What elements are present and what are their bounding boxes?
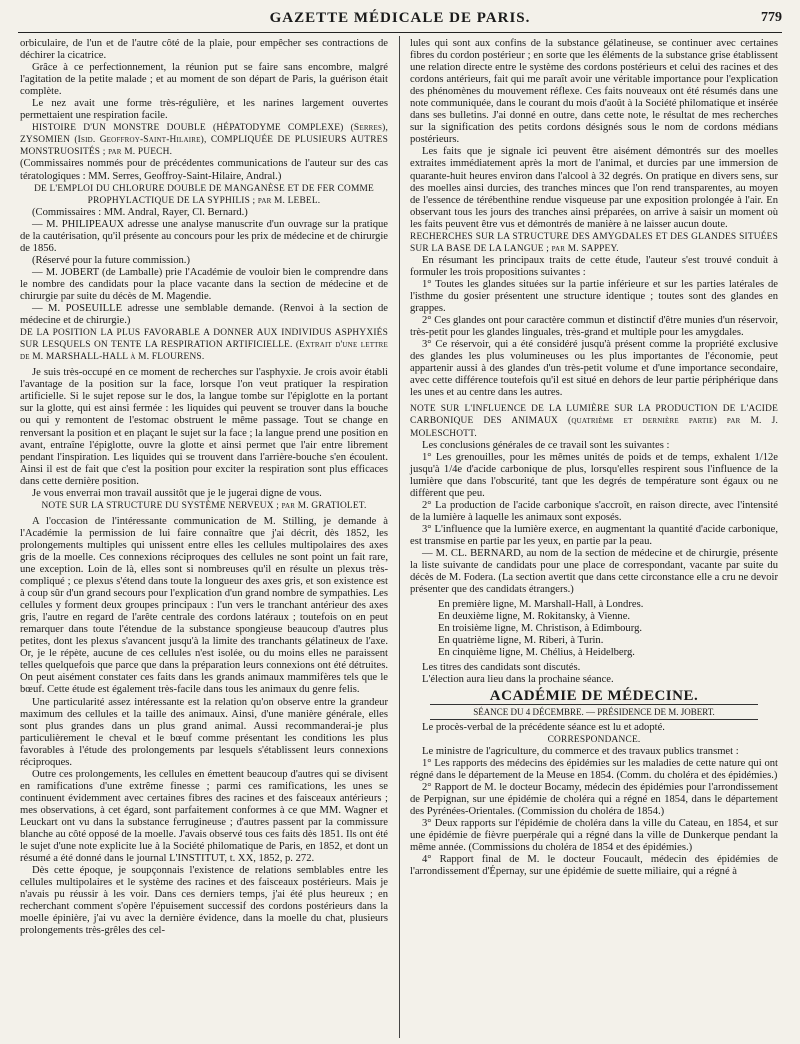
section-heading: DE LA POSITION LA PLUS FAVORABLE A DONNER AUX INDIVIDUS ASPHYXIÉS SUR LESQUELS ON TENTE LA RESPIRATION ARTIFICIELLE. (Extrait d'une lettre de M. MARSHALL-HALL à M. FLOURENS. [20, 328, 388, 363]
session-line: SÉANCE DU 4 DÉCEMBRE. — PRÉSIDENCE DE M. JOBERT. [430, 704, 758, 720]
candidate-line: En première ligne, M. Marshall-Hall, à Londres. [438, 599, 644, 611]
section-heading: DE L'EMPLOI DU CHLORURE DOUBLE DE MANGANÈSE ET DE FER COMME PROPHYLACTIQUE DE LA SYPHILIS ; par M. LEBEL. [34, 183, 374, 206]
list-item: 1° Toutes les glandes situées sur la partie inférieure et sur les parties latérales de l'isthme du gosier présentent une structure identique ; toutes sont des glandes en grappes. [410, 278, 778, 315]
paragraph: (Commissaires nommés pour de précédentes communications de l'auteur sur des cas tératologiques : MM. Serres, Geoffroy-Saint-Hilaire, Andral.) [20, 158, 388, 182]
paragraph: orbiculaire, de l'un et de l'autre côté de la plaie, pour empêcher ses contractions de déchirer la cicatrice. [20, 38, 388, 62]
paragraph: En résumant les principaux traits de cette étude, l'auteur s'est trouvé conduit à formuler les trois propositions suivantes : [410, 254, 778, 278]
section-title: ACADÉMIE DE MÉDECINE. [489, 688, 699, 705]
list-item: 3° L'influence que la lumière exerce, en augmentant la quantité d'acide carbonique, est transmise en partie par les yeux, en partie par la peau. [410, 523, 778, 547]
candidate-list [438, 599, 778, 659]
candidate-line: En quatrième ligne, M. Riberi, à Turin. [438, 635, 604, 647]
masthead [18, 10, 782, 32]
paragraph: Le procès-verbal de la précédente séance est lu et adopté. [422, 721, 665, 733]
paragraph: Une particularité assez intéressante est la relation qu'on observe entre la grandeur maximum des cellules et la taille des animaux. Ainsi, d'une manière générale, elles sont plus grandes dans un plus grand animal. Aussi recommanderai-je plus particulièrement le cheval et le bœuf comme présentant les conditions les plus favorables à l'étude des prolongements par lesquels s'établissent leurs connexions réciproques. [20, 696, 388, 768]
paragraph: Le ministre de l'agriculture, du commerce et des travaux publics transmet : [422, 745, 739, 757]
section-heading: NOTE SUR L'INFLUENCE DE LA LUMIÈRE SUR LA PRODUCTION DE L'ACIDE CARBONIQUE DES ANIMAUX (quatrième et dernière partie) par M. J. MOLESCHOTT. [410, 404, 778, 439]
paragraph: — M. JOBERT (de Lamballe) prie l'Académie de vouloir bien le comprendre dans le nombre des candidats pour la place vacante dans la section de médecine et de chirurgie par suite du décès de M. Magendie. [20, 266, 388, 302]
section-heading: HISTOIRE D'UN MONSTRE DOUBLE (HÉPATODYME COMPLEXE) (Serres), ZYSOMIEN (Isid. Geoffroy-Saint-Hilaire), COMPLIQUÉE DE PLUSIEURS AUTRES MONSTRUOSITÉS ; par M. PUECH. [20, 123, 388, 158]
paragraph: Outre ces prolongements, les cellules en émettent beaucoup d'autres qui se divisent en ramifications d'une extrême finesse ; parmi ces ramifications, les unes se continuent évidemment avec certaines fibres des racines et des faisceaux antérieurs ; mes observations, à cet égard, sont parfaitement conformes à ce que MM. Wagner et Leuckart ont vu dans la substance ferrugineuse ; d'autres passent par la commissure blanche au côté opposé de la moelle. J'avais observé tous ces faits dès 1851. Ils ont été le sujet d'une note explicite lue à la Société philomatique de Paris, en 1852, et dont un résumé a été donné dans le journal L'INSTITUT, t. XX, 1852, p. 272. [20, 768, 388, 865]
candidate-line: En troisième ligne, M. Christison, à Edimbourg. [438, 623, 643, 635]
paragraph: Dès cette époque, je soupçonnais l'existence de relations semblables entre les cellules multipolaires et le système des racines et des faisceaux postérieurs. Mais je n'avais pu réussir à les voir. Dans ces derniers temps, j'ai été plus heureux ; en recherchant comment s'opère l'épuisement successif des cordons postérieurs dans la moelle épinière, j'ai vu avec la dernière évidence, dans la moelle du chat, plusieurs prolongements très-grêles des cel- [20, 865, 388, 937]
paragraph: Les conclusions générales de ce travail sont les suivantes : [422, 439, 670, 451]
paragraph: — M. POSEUILLE adresse une semblable demande. (Renvoi à la section de médecine et de chirurgie.) [20, 303, 388, 327]
candidate-line: En deuxième ligne, M. Rokitansky, à Vienne. [438, 611, 631, 623]
paragraph: A l'occasion de l'intéressante communication de M. Stilling, je demande à l'Académie la permission de lui faire connaître que j'ai décrit, dès 1852, les prolongements multiples qui unissent entre elles les cellules multipolaires des axes gris de la moelle. Ces connexions réciproques des cellules ne sont point un fait rare, une exception. Loin de là, elles sont si nombreuses qu'il en résulte un plexus très-compliqué ; ce plexus s'étend dans toute la longueur des axes gris, et son existence est à coup sûr d'un grand secours pour l'explication d'un grand nombre de sympathies. Les cellules y forment deux groupes principaux : l'un vers le tranchant antérieur des axes gris, l'autre en regard de l'arête centrale des cordons latéraux ; toutefois on en peut remarquer dans toute l'étendue de la substance spongieuse beaucoup d'autres plus petites, dont les plexus s'avancent jusqu'à la limite des tranchants gélatineux de l'axe. Or, je le répète, aucune de ces cellules n'est isolée, ou du moins elles ne paraissent telles quelquefois que parce que dans la préparation leurs connexions ont été détruites. On peut aisément constater ces faits dans les grands animaux mammifères tels que le bœuf. Cette étude est également très-facile dans tous les animaux du genre felis. [20, 515, 388, 696]
list-item: 2° Ces glandes ont pour caractère commun et distinctif d'être munies d'un réservoir, très-petit pour les glandes linguales, très-grand et multiple pour les amygdales. [410, 315, 778, 339]
paragraph: Je vous enverrai mon travail aussitôt que je le jugerai digne de vous. [32, 487, 322, 499]
left-column [20, 38, 388, 937]
right-column [410, 38, 778, 878]
list-item: 2° La production de l'acide carbonique s'accroît, en raison directe, avec l'intensité de la lumière à laquelle les animaux sont exposés. [410, 499, 778, 523]
list-item: 1° Les rapports des médecins des épidémies sur les maladies de cette nature qui ont régné dans le département de la Meuse en 1854. (Comm. du choléra et des épidémies.) [410, 757, 778, 781]
column-divider [399, 36, 400, 1038]
section-heading: RECHERCHES SUR LA STRUCTURE DES AMYGDALES ET DES GLANDES SITUÉES SUR LA BASE DE LA LANGUE ; par M. SAPPEY. [410, 231, 778, 254]
page-number: 779 [761, 10, 782, 25]
paragraph: Les titres des candidats sont discutés. [422, 662, 581, 674]
paragraph: lules qui sont aux confins de la substance gélatineuse, se continuer avec certaines fibres du cordon postérieur ; en sorte que les éléments de la substance grise établissent une relation directe entre le système des cordons postérieurs et celui des racines et des cordons antérieurs, fait qui me paraît avoir une véritable importance pour l'explication des phénomènes du mouvement réflexe. Ces faits nouveaux ont été résumés dans une note communiquée, dans le courant du mois d'août à la Société philomatique et insérée dans ses bulletins. J'ai donné en outre, dans cette note, le résultat de mes recherches sur la signification des petits cordons désignés sous le nom de cordons médians postérieurs. [410, 38, 778, 146]
paragraph: Les faits que je signale ici peuvent être aisément démontrés sur des moelles extraites immédiatement après la mort de l'animal, et durcies par une immersion de quarante-huit heures environ dans l'alcool à 32 degrés. On pratique en divers sens, sur des moelles ainsi durcies, des tranches minces que l'on rend transparentes, au moyen de l'essence de térébenthine rendue visqueuse par une exposition prolongée à l'air. En observant tous les jours des tranches ainsi préparées, on arrive à saisir un moment où les faits peuvent être vus et démontrés de manière à ne laisser aucun doute. [410, 146, 778, 230]
paragraph: — M. PHILIPEAUX adresse une analyse manuscrite d'un ouvrage sur la pratique de la cautérisation, qu'il présente au concours pour les prix de médecine et de chirurgie de 1856. [20, 218, 388, 254]
paragraph: (Commissaires : MM. Andral, Rayer, Cl. Bernard.) [32, 206, 248, 218]
subheading: CORRESPONDANCE. [547, 734, 641, 745]
list-item: 2° Rapport de M. le docteur Bocamy, médecin des épidémies pour l'arrondissement de Perpignan, sur une épidémie de choléra qui a régné en 1854, dans le département des Pyrénées-Orientales. (Commission du choléra de 1854.) [410, 781, 778, 817]
header-rule [18, 32, 782, 33]
candidate-line: En cinquième ligne, M. Chélius, à Heidelberg. [438, 647, 635, 659]
list-item: 3° Ce réservoir, qui a été considéré jusqu'à présent comme la propriété exclusive des glandes les plus volumineuses ou les plus importantes de l'économie, peut appartenir aussi à des glandes d'un très-petit volume et d'une importance secondaire, avec cette différence toutefois qu'il est situé en dehors de leur partie périphérique dans les unes et au centre dans les autres. [410, 339, 778, 399]
paragraph: Grâce à ce perfectionnement, la réunion put se faire sans encombre, malgré l'agitation de la petite malade ; et au moment de son départ de Paris, la guérison était complète. [20, 62, 388, 98]
paragraph: (Réservé pour la future commission.) [32, 254, 190, 266]
paragraph: — M. CL. BERNARD, au nom de la section de médecine et de chirurgie, présente la liste suivante de candidats pour une place de correspondant, vacante par suite du décès de M. Fodera. (La section avertit que dans cette circonstance elle a cru ne devoir présenter que des candidats étrangers.) [410, 547, 778, 596]
list-item: 4° Rapport final de M. le docteur Foucault, médecin des épidémies de l'arrondissement d'Épernay, sur une épidémie de suette miliaire, qui a régné à [410, 854, 778, 878]
paragraph: L'élection aura lieu dans la prochaine séance. [422, 674, 614, 686]
list-item: 3° Deux rapports sur l'épidémie de choléra dans la ville du Cateau, en 1854, et sur une épidémie de fièvre puerpérale qui a régné dans la ville de Dunkerque pendant la même année. (Commissions du choléra de 1854 et des épidémies.) [410, 817, 778, 854]
paragraph: Je suis très-occupé en ce moment de recherches sur l'asphyxie. Je crois avoir établi l'avantage de la position sur la face, lorsque l'on veut pratiquer la respiration artificielle. Si le sujet repose sur le dos, la langue tombe sur l'épiglotte en la portant sur la glotte, qui est ainsi fermée : les liquides qui peuvent se trouver dans la bouche ou qui y remontent de l'estomac obstruent le même passage. Tout se change en renversant la position et en plaçant le sujet sur la face ; la langue prend une position en avant, entraîne l'épiglotte, ouvre la glotte et ainsi permet que l'air entre librement pendant l'inspiration. Les liquides qui se trouvent dans l'arrière-bouche s'en écoulent. Ainsi il est de fait que c'est la position pour exciter la respiration sont plus efficaces dans cette dernière position. [20, 367, 388, 487]
section-heading: NOTE SUR LA STRUCTURE DU SYSTÈME NERVEUX ; par M. GRATIOLET. [41, 500, 367, 511]
paragraph: Le nez avait une forme très-régulière, et les narines largement ouvertes permettaient une respiration facile. [20, 98, 388, 122]
journal-title: GAZETTE MÉDICALE DE PARIS. [269, 10, 531, 26]
list-item: 1° Les grenouilles, pour les mêmes unités de poids et de temps, exhalent 1/12e jusqu'à 1/4e d'acide carbonique de plus, lorsqu'elles respirent sous l'influence de la lumière que dans l'obscurité, tant que les degrés de température sont égaux ou ne diffèrent que peu. [410, 451, 778, 499]
